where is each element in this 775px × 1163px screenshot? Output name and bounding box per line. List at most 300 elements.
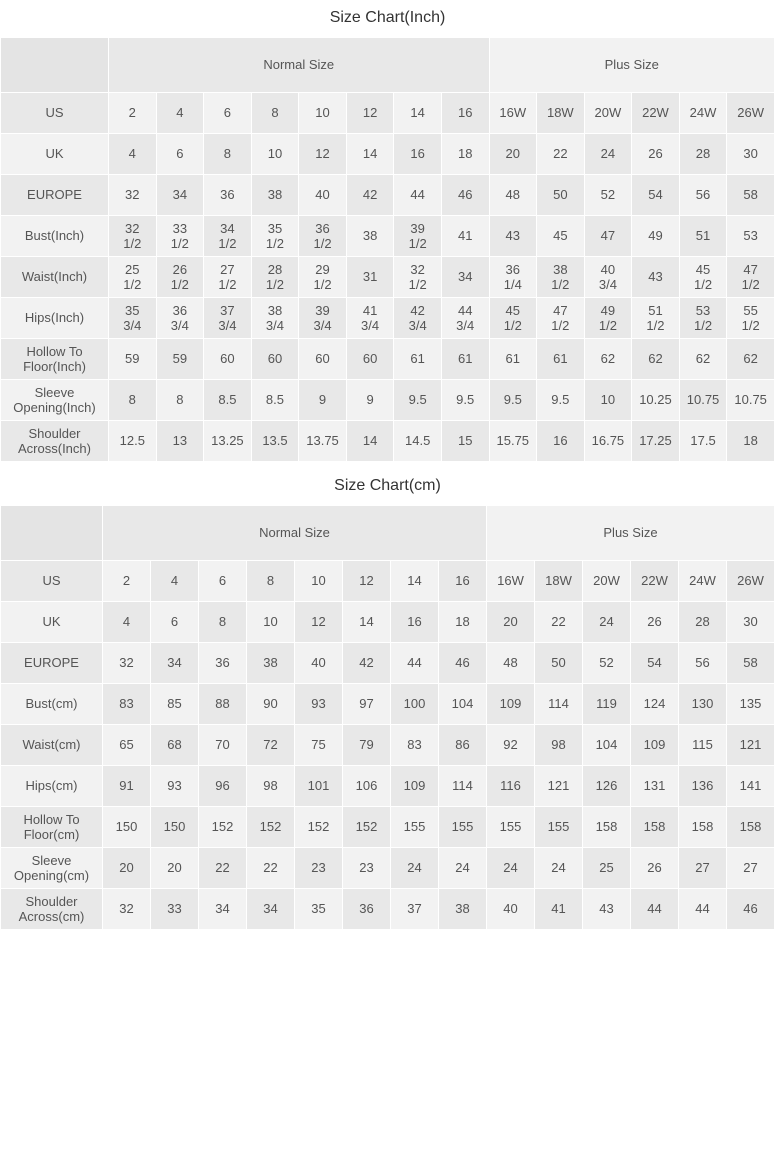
inch-cell: 53 1/2 [679, 298, 727, 339]
inch-cell: 61 [394, 339, 442, 380]
cm-cell: 141 [727, 766, 775, 807]
cm-cell: 79 [343, 725, 391, 766]
inch-cell: 13 [156, 421, 204, 462]
inch-cell: 60 [251, 339, 299, 380]
cm-cell: 44 [679, 889, 727, 930]
cm-cell: 43 [583, 889, 631, 930]
inch-cell: 8.5 [251, 380, 299, 421]
table-row [1, 848, 775, 889]
inch-cell: 47 1/2 [727, 257, 775, 298]
cm-cell: 27 [727, 848, 775, 889]
inch-cell: 30 [727, 134, 775, 175]
table-row [1, 889, 775, 930]
inch-cell: 37 3/4 [204, 298, 252, 339]
inch-cell: 8 [251, 93, 299, 134]
cm-row-label: US [1, 561, 103, 602]
inch-cell: 8 [156, 380, 204, 421]
inch-cell: 58 [727, 175, 775, 216]
inch-cell: 10 [299, 93, 347, 134]
inch-cell: 35 1/2 [251, 216, 299, 257]
cm-cell: 42 [343, 643, 391, 684]
cm-cell: 20 [151, 848, 199, 889]
cm-cell: 150 [151, 807, 199, 848]
cm-cell: 109 [487, 684, 535, 725]
inch-cell: 38 3/4 [251, 298, 299, 339]
cm-cell: 72 [247, 725, 295, 766]
inch-cell: 16.75 [584, 421, 632, 462]
inch-cell: 49 1/2 [584, 298, 632, 339]
inch-cell: 41 [441, 216, 489, 257]
table-row [1, 602, 775, 643]
cm-cell: 114 [535, 684, 583, 725]
cm-cell: 158 [679, 807, 727, 848]
cm-cell: 22 [535, 602, 583, 643]
inch-cell: 29 1/2 [299, 257, 347, 298]
cm-cell: 2 [103, 561, 151, 602]
inch-cell: 15 [441, 421, 489, 462]
inch-cell: 40 [299, 175, 347, 216]
inch-cell: 9.5 [394, 380, 442, 421]
inch-cell: 10 [584, 380, 632, 421]
cm-row-label: UK [1, 602, 103, 643]
cm-cell: 20 [487, 602, 535, 643]
table-row [1, 684, 775, 725]
cm-cell: 23 [343, 848, 391, 889]
cm-cell: 152 [295, 807, 343, 848]
cm-cell: 86 [439, 725, 487, 766]
inch-cell: 61 [441, 339, 489, 380]
inch-cell: 12.5 [109, 421, 157, 462]
cm-cell: 24 [583, 602, 631, 643]
inch-row-label: Bust(Inch) [1, 216, 109, 257]
inch-cell: 51 1/2 [632, 298, 680, 339]
cm-cell: 135 [727, 684, 775, 725]
inch-cell: 16 [441, 93, 489, 134]
cm-cell: 155 [535, 807, 583, 848]
cm-row-label: Hollow To Floor(cm) [1, 807, 103, 848]
inch-cell: 9.5 [537, 380, 585, 421]
inch-cell: 8 [204, 134, 252, 175]
inch-cell: 36 [204, 175, 252, 216]
cm-cell: 32 [103, 889, 151, 930]
inch-cell: 44 3/4 [441, 298, 489, 339]
table-row [1, 807, 775, 848]
inch-cell: 26 1/2 [156, 257, 204, 298]
inch-cell: 16 [394, 134, 442, 175]
inch-cell: 36 3/4 [156, 298, 204, 339]
cm-cell: 40 [295, 643, 343, 684]
inch-cell: 12 [346, 93, 394, 134]
cm-cell: 115 [679, 725, 727, 766]
table-row [1, 339, 775, 380]
cm-cell: 18 [439, 602, 487, 643]
inch-cell: 41 3/4 [346, 298, 394, 339]
cm-cell: 4 [151, 561, 199, 602]
cm-cell: 48 [487, 643, 535, 684]
inch-cell: 22 [537, 134, 585, 175]
inch-cell: 13.5 [251, 421, 299, 462]
inch-cell: 39 1/2 [394, 216, 442, 257]
cm-cell: 100 [391, 684, 439, 725]
inch-cell: 47 [584, 216, 632, 257]
inch-cell: 9 [346, 380, 394, 421]
inch-cell: 34 [156, 175, 204, 216]
cm-cell: 40 [487, 889, 535, 930]
inch-cell: 4 [109, 134, 157, 175]
inch-cell: 27 1/2 [204, 257, 252, 298]
cm-cell: 24 [439, 848, 487, 889]
inch-cell: 24 [584, 134, 632, 175]
cm-cell: 93 [295, 684, 343, 725]
inch-cell: 18 [441, 134, 489, 175]
inch-cell: 35 3/4 [109, 298, 157, 339]
cm-cell: 24W [679, 561, 727, 602]
inch-cell: 43 [632, 257, 680, 298]
table-row [1, 561, 775, 602]
cm-cell: 152 [343, 807, 391, 848]
inch-cell: 45 1/2 [679, 257, 727, 298]
cm-cell: 24 [535, 848, 583, 889]
cm-cell: 124 [631, 684, 679, 725]
inch-cell: 16W [489, 93, 537, 134]
cm-cell: 152 [199, 807, 247, 848]
cm-cell: 23 [295, 848, 343, 889]
cm-cell: 6 [151, 602, 199, 643]
inch-table-body [1, 38, 775, 462]
cm-cell: 27 [679, 848, 727, 889]
inch-cell: 13.75 [299, 421, 347, 462]
inch-cell: 14 [346, 421, 394, 462]
inch-cell: 18 [727, 421, 775, 462]
inch-cell: 34 1/2 [204, 216, 252, 257]
cm-cell: 22 [247, 848, 295, 889]
cm-cell: 58 [727, 643, 775, 684]
inch-cell: 59 [156, 339, 204, 380]
inch-cell: 28 1/2 [251, 257, 299, 298]
inch-cell: 32 1/2 [109, 216, 157, 257]
inch-cell: 50 [537, 175, 585, 216]
inch-row-label: Waist(Inch) [1, 257, 109, 298]
inch-cell: 32 1/2 [394, 257, 442, 298]
cm-cell: 30 [727, 602, 775, 643]
cm-cell: 44 [391, 643, 439, 684]
cm-cell: 26 [631, 848, 679, 889]
inch-cell: 9.5 [489, 380, 537, 421]
cm-cell: 26W [727, 561, 775, 602]
inch-row-label: EUROPE [1, 175, 109, 216]
inch-cell: 62 [584, 339, 632, 380]
cm-cell: 152 [247, 807, 295, 848]
cm-cell: 130 [679, 684, 727, 725]
inch-cell: 45 [537, 216, 585, 257]
cm-cell: 22W [631, 561, 679, 602]
inch-cell: 12 [299, 134, 347, 175]
cm-cell: 33 [151, 889, 199, 930]
inch-normal-size-header: Normal Size [109, 38, 490, 93]
inch-cell: 42 3/4 [394, 298, 442, 339]
table-row [1, 175, 775, 216]
cm-cell: 121 [535, 766, 583, 807]
cm-cell: 18W [535, 561, 583, 602]
inch-cell: 61 [537, 339, 585, 380]
cm-cell: 41 [535, 889, 583, 930]
table-row [1, 216, 775, 257]
cm-cell: 121 [727, 725, 775, 766]
table-row [1, 421, 775, 462]
inch-cell: 26 [632, 134, 680, 175]
cm-cell: 12 [343, 561, 391, 602]
cm-cell: 150 [103, 807, 151, 848]
inch-cell: 4 [156, 93, 204, 134]
inch-cell: 28 [679, 134, 727, 175]
cm-cell: 93 [151, 766, 199, 807]
inch-row-label: Hips(Inch) [1, 298, 109, 339]
cm-cell: 24 [487, 848, 535, 889]
cm-cell: 54 [631, 643, 679, 684]
cm-cell: 65 [103, 725, 151, 766]
inch-cell: 9 [299, 380, 347, 421]
cm-cell: 12 [295, 602, 343, 643]
cm-cell: 46 [439, 643, 487, 684]
inch-cell: 34 [441, 257, 489, 298]
inch-cell: 32 [109, 175, 157, 216]
cm-cell: 46 [727, 889, 775, 930]
inch-cell: 31 [346, 257, 394, 298]
inch-cell: 25 1/2 [109, 257, 157, 298]
inch-cell: 46 [441, 175, 489, 216]
cm-cell: 116 [487, 766, 535, 807]
table-row [1, 643, 775, 684]
inch-cell: 6 [156, 134, 204, 175]
inch-cell: 14 [346, 134, 394, 175]
cm-cell: 36 [199, 643, 247, 684]
cm-group-header-row [1, 506, 775, 561]
cm-cell: 70 [199, 725, 247, 766]
cm-cell: 109 [631, 725, 679, 766]
cm-cell: 34 [247, 889, 295, 930]
inch-cell: 56 [679, 175, 727, 216]
inch-cell: 10.25 [632, 380, 680, 421]
cm-cell: 158 [631, 807, 679, 848]
cm-cell: 75 [295, 725, 343, 766]
cm-cell: 14 [343, 602, 391, 643]
inch-cell: 17.25 [632, 421, 680, 462]
inch-cell: 60 [299, 339, 347, 380]
cm-cell: 109 [391, 766, 439, 807]
inch-cell: 33 1/2 [156, 216, 204, 257]
cm-cell: 20 [103, 848, 151, 889]
inch-cell: 55 1/2 [727, 298, 775, 339]
inch-cell: 49 [632, 216, 680, 257]
inch-cell: 59 [109, 339, 157, 380]
cm-cell: 92 [487, 725, 535, 766]
cm-row-label: Shoulder Across(cm) [1, 889, 103, 930]
inch-cell: 43 [489, 216, 537, 257]
inch-cell: 39 3/4 [299, 298, 347, 339]
cm-cell: 14 [391, 561, 439, 602]
inch-row-label: UK [1, 134, 109, 175]
inch-cell: 20W [584, 93, 632, 134]
cm-cell: 96 [199, 766, 247, 807]
cm-row-label: Bust(cm) [1, 684, 103, 725]
inch-cell: 8 [109, 380, 157, 421]
inch-cell: 62 [632, 339, 680, 380]
inch-cell: 14.5 [394, 421, 442, 462]
cm-cell: 38 [247, 643, 295, 684]
cm-cell: 158 [583, 807, 631, 848]
cm-cell: 52 [583, 643, 631, 684]
inch-cell: 38 [251, 175, 299, 216]
inch-cell: 38 [346, 216, 394, 257]
inch-size-table [0, 37, 775, 462]
cm-cell: 104 [583, 725, 631, 766]
inch-group-header-row [1, 38, 775, 93]
inch-cell: 10 [251, 134, 299, 175]
cm-cell: 91 [103, 766, 151, 807]
cm-cell: 24 [391, 848, 439, 889]
cm-cell: 119 [583, 684, 631, 725]
cm-cell: 32 [103, 643, 151, 684]
table-row [1, 134, 775, 175]
inch-cell: 18W [537, 93, 585, 134]
inch-cell: 44 [394, 175, 442, 216]
inch-cell: 9.5 [441, 380, 489, 421]
cm-cell: 83 [391, 725, 439, 766]
cm-cell: 16 [391, 602, 439, 643]
cm-corner-cell [1, 506, 103, 561]
inch-cell: 53 [727, 216, 775, 257]
cm-cell: 26 [631, 602, 679, 643]
inch-cell: 61 [489, 339, 537, 380]
cm-cell: 68 [151, 725, 199, 766]
inch-chart-title: Size Chart(Inch) [0, 0, 775, 37]
cm-cell: 37 [391, 889, 439, 930]
inch-cell: 54 [632, 175, 680, 216]
cm-cell: 85 [151, 684, 199, 725]
table-row [1, 725, 775, 766]
inch-cell: 48 [489, 175, 537, 216]
cm-cell: 50 [535, 643, 583, 684]
cm-cell: 38 [439, 889, 487, 930]
cm-cell: 83 [103, 684, 151, 725]
cm-cell: 90 [247, 684, 295, 725]
cm-cell: 131 [631, 766, 679, 807]
cm-cell: 106 [343, 766, 391, 807]
inch-cell: 60 [346, 339, 394, 380]
table-row [1, 298, 775, 339]
cm-cell: 98 [535, 725, 583, 766]
inch-cell: 14 [394, 93, 442, 134]
inch-cell: 42 [346, 175, 394, 216]
inch-cell: 51 [679, 216, 727, 257]
table-row [1, 257, 775, 298]
cm-cell: 44 [631, 889, 679, 930]
cm-cell: 155 [439, 807, 487, 848]
cm-cell: 155 [391, 807, 439, 848]
inch-cell: 10.75 [679, 380, 727, 421]
cm-cell: 126 [583, 766, 631, 807]
inch-cell: 17.5 [679, 421, 727, 462]
table-row [1, 93, 775, 134]
cm-row-label: EUROPE [1, 643, 103, 684]
inch-cell: 24W [679, 93, 727, 134]
cm-cell: 36 [343, 889, 391, 930]
cm-cell: 8 [199, 602, 247, 643]
cm-cell: 10 [247, 602, 295, 643]
inch-cell: 22W [632, 93, 680, 134]
inch-cell: 16 [537, 421, 585, 462]
inch-cell: 38 1/2 [537, 257, 585, 298]
cm-cell: 10 [295, 561, 343, 602]
cm-cell: 56 [679, 643, 727, 684]
inch-cell: 10.75 [727, 380, 775, 421]
inch-cell: 2 [109, 93, 157, 134]
cm-cell: 98 [247, 766, 295, 807]
cm-chart-title: Size Chart(cm) [0, 468, 775, 505]
cm-cell: 8 [247, 561, 295, 602]
inch-cell: 13.25 [204, 421, 252, 462]
inch-cell: 20 [489, 134, 537, 175]
cm-table-body [1, 506, 775, 930]
inch-cell: 8.5 [204, 380, 252, 421]
cm-row-label: Hips(cm) [1, 766, 103, 807]
cm-cell: 16 [439, 561, 487, 602]
cm-row-label: Waist(cm) [1, 725, 103, 766]
cm-cell: 88 [199, 684, 247, 725]
cm-cell: 34 [199, 889, 247, 930]
table-row [1, 766, 775, 807]
inch-corner-cell [1, 38, 109, 93]
cm-cell: 22 [199, 848, 247, 889]
inch-cell: 40 3/4 [584, 257, 632, 298]
cm-cell: 104 [439, 684, 487, 725]
cm-size-table [0, 505, 775, 930]
cm-cell: 20W [583, 561, 631, 602]
inch-cell: 62 [727, 339, 775, 380]
cm-cell: 97 [343, 684, 391, 725]
inch-cell: 36 1/4 [489, 257, 537, 298]
cm-cell: 101 [295, 766, 343, 807]
inch-cell: 15.75 [489, 421, 537, 462]
cm-row-label: Sleeve Opening(cm) [1, 848, 103, 889]
cm-plus-size-header: Plus Size [487, 506, 775, 561]
cm-cell: 25 [583, 848, 631, 889]
cm-cell: 6 [199, 561, 247, 602]
inch-row-label: Hollow To Floor(Inch) [1, 339, 109, 380]
inch-row-label: Sleeve Opening(Inch) [1, 380, 109, 421]
cm-cell: 155 [487, 807, 535, 848]
inch-plus-size-header: Plus Size [489, 38, 775, 93]
inch-cell: 52 [584, 175, 632, 216]
cm-cell: 114 [439, 766, 487, 807]
cm-cell: 158 [727, 807, 775, 848]
cm-cell: 16W [487, 561, 535, 602]
inch-cell: 36 1/2 [299, 216, 347, 257]
cm-cell: 136 [679, 766, 727, 807]
cm-cell: 35 [295, 889, 343, 930]
inch-cell: 47 1/2 [537, 298, 585, 339]
inch-cell: 6 [204, 93, 252, 134]
inch-row-label: Shoulder Across(Inch) [1, 421, 109, 462]
table-row [1, 380, 775, 421]
inch-cell: 62 [679, 339, 727, 380]
cm-cell: 28 [679, 602, 727, 643]
inch-cell: 26W [727, 93, 775, 134]
cm-cell: 34 [151, 643, 199, 684]
inch-cell: 45 1/2 [489, 298, 537, 339]
cm-cell: 4 [103, 602, 151, 643]
inch-cell: 60 [204, 339, 252, 380]
